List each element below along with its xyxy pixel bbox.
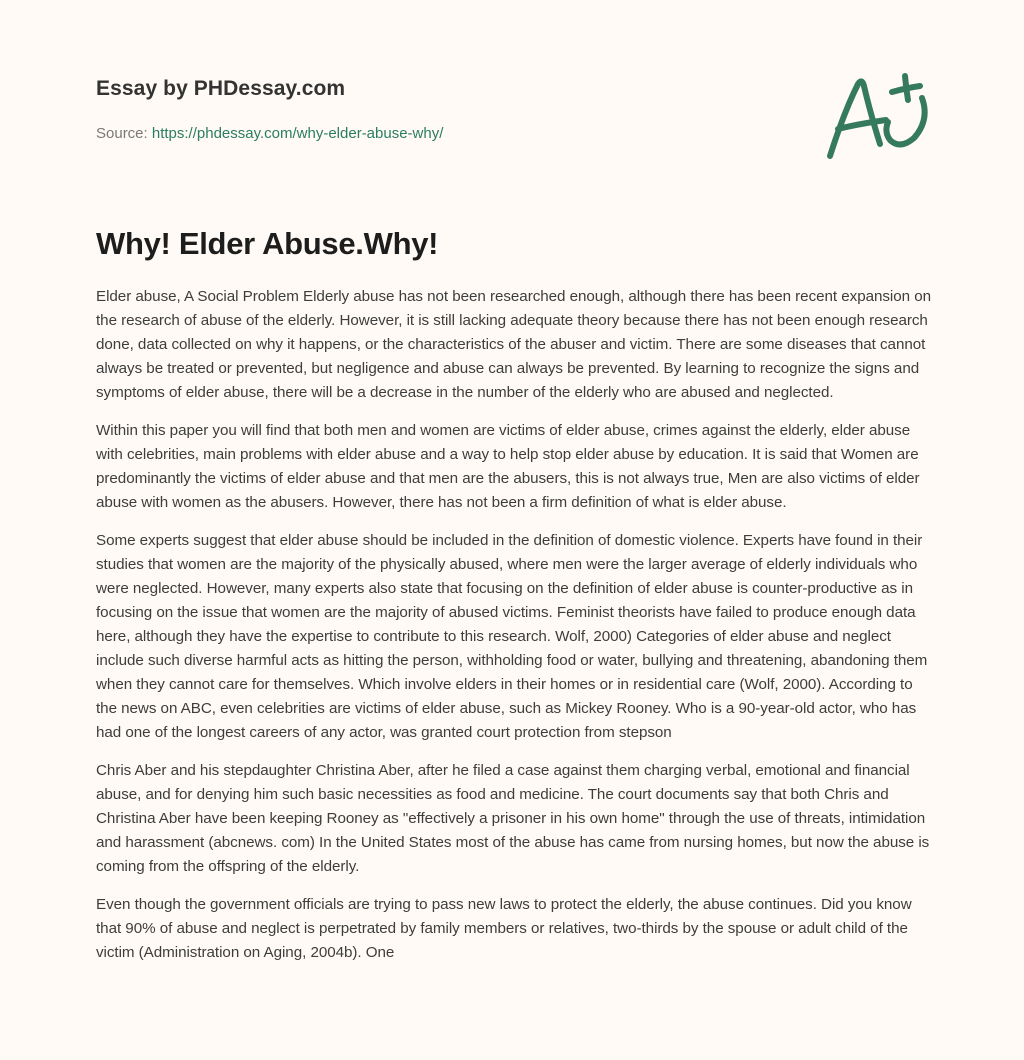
paragraph: Within this paper you will find that both men and women are victims of elder abuse, crimes against the elderly, elder abuse with celebrities, main problems with elder abuse and a way to help stop elder abuse by education. It is said that Women are predominantly the victims of elder abuse and that men are the abusers, this is not always true, Men are also victims of elder abuse with women as the abusers. However, there has not been a firm definition of what is elder abuse. bbox=[96, 422, 920, 511]
a-plus-grade-icon bbox=[818, 62, 934, 172]
paragraph: Some experts suggest that elder abuse should be included in the definition of domestic violence. Experts have found in their studies that women are the majority of the physically abused, where men were the larger average of elderly individuals who were neglected. However, many experts also state that focusing on the definition of elder abuse is counter-productive as in focusing on the issue that women are the majority of abused victims. Feminist theorists have failed to produce enough data here, although they have the expertise to contribute to this research. Wolf, 2000) Categories of elder abuse and neglect include such diverse harmful acts as hitting the person, withholding food or water, bullying and threatening, abandoning them when they cannot care for themselves. Which involve elders in their homes or in residential care (Wolf, 2000). According to the news on ABC, even celebrities are victims of elder abuse, such as Mickey Rooney. Who is a 90-year-old actor, who has had one of the longest careers of any actor, was granted court protection from stepson bbox=[96, 532, 928, 741]
source-label: Source: bbox=[96, 125, 152, 142]
brand-title: Essay by PHDessay.com bbox=[96, 77, 346, 100]
source-link[interactable]: https://phdessay.com/why-elder-abuse-why/ bbox=[151, 125, 444, 142]
source-line bbox=[96, 124, 796, 144]
paragraph: Elder abuse, A Social Problem Elderly abuse has not been researched enough, although there has been recent expansion on the research of abuse of the elderly. However, it is still lacking adequate theory because there has not been enough research done, data collected on why it happens, or the characteristics of the abuser and victim. There are some diseases that cannot always be treated or prevented, but negligence and abuse can always be prevented. By learning to recognize the signs and symptoms of elder abuse, there will be a decrease in the number of the elderly who are abused and neglected. bbox=[96, 288, 932, 401]
article-body bbox=[96, 285, 936, 979]
article-title: Why! Elder Abuse.Why! bbox=[96, 226, 439, 261]
paragraph: Even though the government officials are trying to pass new laws to protect the elderly, the abuse continues. Did you know that 90% of abuse and neglect is perpetrated by family members or relatives, two-thirds by the spouse or adult child of the victim (Administration on Aging, 2004b). One bbox=[96, 896, 912, 961]
page-header bbox=[96, 74, 796, 144]
paragraph: Chris Aber and his stepdaughter Christina Aber, after he filed a case against them charging verbal, emotional and financial abuse, and for denying him such basic necessities as food and medicine. The court documents say that both Chris and Christina Aber have been keeping Rooney as "effectively a prisoner in his own home" through the use of threats, intimidation and harassment (abcnews. com) In the United States most of the abuse has came from nursing homes, but now the abuse is coming from the offspring of the elderly. bbox=[96, 762, 930, 875]
